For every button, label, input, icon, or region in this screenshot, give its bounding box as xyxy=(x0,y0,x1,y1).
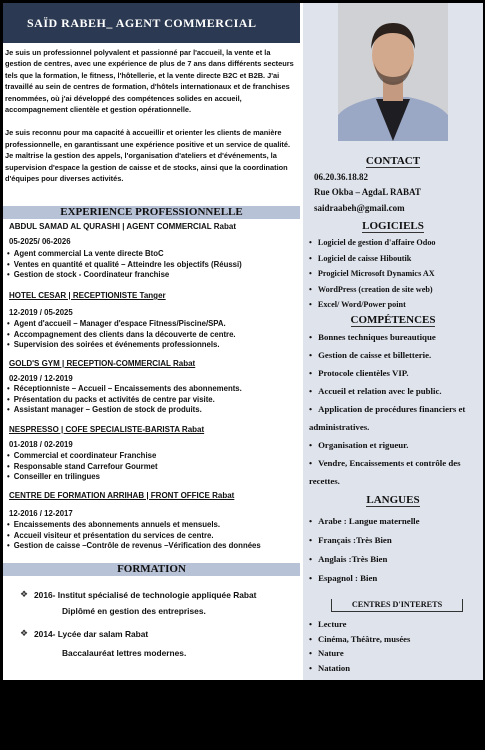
langues-list xyxy=(309,512,419,588)
name-header: SAÏD RABEH_ AGENT COMMERCIAL xyxy=(3,3,300,43)
job-dates: 01-2018 / 02-2019 xyxy=(9,440,73,449)
list-item: • Excel/ Word/Power point xyxy=(309,297,436,313)
job-title: CENTRE DE FORMATION ARRIHAB | FRONT OFFICE Rabat xyxy=(9,491,235,500)
list-item: • Bonnes techniques bureautique xyxy=(309,328,481,346)
list-item: • Natation xyxy=(309,661,410,676)
job-dates: 12-2019 / 05-2025 xyxy=(9,308,73,317)
list-item: • WordPress (creation de site web) xyxy=(309,282,436,298)
job-bullets xyxy=(7,249,242,281)
job-bullets xyxy=(7,451,158,483)
contact-address: Rue Okba – AgdaL RABAT xyxy=(314,187,421,197)
list-item: • Agent d'accueil – Manager d'espace Fitness/Piscine/SPA. xyxy=(7,319,236,330)
list-item: • Réceptionniste – Accueil – Encaissements des abonnements. xyxy=(7,384,242,395)
list-item: • Logiciel de caisse Hiboutik xyxy=(309,251,436,267)
list-item: • Responsable stand Carrefour Gourmet xyxy=(7,462,158,473)
job-title: ABDUL SAMAD AL QURASHI | AGENT COMMERCIAL Rabat xyxy=(9,222,236,231)
formation-section-title: FORMATION xyxy=(3,563,300,576)
job-title: HOTEL CESAR | RECEPTIONISTE Tanger xyxy=(9,291,166,300)
list-item: • Gestion de stock - Coordinateur franchise xyxy=(7,270,242,281)
job-dates: 05-2025/ 06-2026 xyxy=(9,237,71,246)
job-title: GOLD'S GYM | RECEPTION-COMMERCIAL Rabat xyxy=(9,359,196,368)
job-bullets xyxy=(7,384,242,416)
job-dates: 02-2019 / 12-2019 xyxy=(9,374,73,383)
list-item: • Vendre, Encaissements et contrôle des recettes. xyxy=(309,454,481,490)
diamond-bullet-icon: ❖ xyxy=(20,589,29,599)
list-item: • Gestion de caisse –Contrôle de revenus –Vérification des données xyxy=(7,541,261,552)
list-item: • Application de procédures financiers et administratives. xyxy=(309,400,481,436)
list-item: • Français :Très Bien xyxy=(309,531,419,550)
list-item: • Accompagnement des clients dans la découverte de centre. xyxy=(7,330,236,341)
langues-section-title: LANGUES xyxy=(366,494,420,506)
list-item: • Anglais :Très Bien xyxy=(309,550,419,569)
competences-section-title: COMPÉTENCES xyxy=(350,314,436,326)
right-column xyxy=(303,3,483,680)
profile-photo xyxy=(338,3,448,141)
list-item: • Commercial et coordinateur Franchise xyxy=(7,451,158,462)
list-item: • Espagnol : Bien xyxy=(309,569,419,588)
formation-item-line: 2016- Institut spécialisé de technologie appliquée Rabat xyxy=(34,590,257,600)
list-item: • Présentation du packs et activités de centre par visite. xyxy=(7,395,242,406)
person-photo-icon xyxy=(338,3,448,141)
contact-email: saidraabeh@gmail.com xyxy=(314,203,405,213)
resume-page xyxy=(3,3,483,680)
list-item: • Organisation et rigueur. xyxy=(309,436,481,454)
list-item: • Lecture xyxy=(309,617,410,632)
left-column xyxy=(3,3,300,680)
list-item: • Accueil visiteur et présentation du services de centre. xyxy=(7,531,261,542)
list-item: • Conseiller en trilingues xyxy=(7,472,158,483)
interets-section-title: CENTRES D'INTERETS xyxy=(331,599,463,612)
competences-list xyxy=(309,328,481,490)
list-item: • Logiciel de gestion d'affaire Odoo xyxy=(309,235,436,251)
list-item: • Accueil et relation avec le public. xyxy=(309,382,481,400)
formation-item-degree: Diplômé en gestion des entreprises. xyxy=(62,606,206,616)
intro-text xyxy=(5,47,297,196)
job-bullets xyxy=(7,319,236,351)
intro-paragraph-1: Je suis un professionnel polyvalent et passionné par l'accueil, la vente et la gestion de centres, avec une expérience de plus de 7 ans dans différents secteurs tels que la formation, le fitness, l'hôtellerie, et la vente directe B2C et B2B. J'ai travaillé au sein de centres de formation, d'hôtels internationaux et de franchises renommées, où j'ai développé des compétences solides en accueil, accompagnement clientèle et gestion opérationnelle. xyxy=(5,48,294,115)
list-item: • Ventes en quantité et qualité – Atteindre les objectifs (Réussi) xyxy=(7,260,242,271)
list-item: • Progiciel Microsoft Dynamics AX xyxy=(309,266,436,282)
contact-section-title: CONTACT xyxy=(365,155,421,167)
list-item: • Assistant manager – Gestion de stock de produits. xyxy=(7,405,242,416)
intro-paragraph-2: Je suis reconnu pour ma capacité à accueillir et orienter les clients de manière professionnelle, en garantissant une expérience positive et un service de qualité. Je maîtrise la gestion des appels, l'organisation d'ateliers et d'événements, la supervision d'espace la gestion de caisse et de stocks, ainsi que la coordination d'équipes pour diverses activités. xyxy=(5,128,291,184)
contact-phone: 06.20.36.18.82 xyxy=(314,172,368,182)
list-item: • Nature xyxy=(309,646,410,661)
formation-item-line: 2014- Lycée dar salam Rabat xyxy=(34,629,149,639)
list-item: • Protocole clientèles VIP. xyxy=(309,364,481,382)
list-item: • Supervision des soirées et événements professionnels. xyxy=(7,340,236,351)
job-title: NESPRESSO | COFE SPECIALISTE-BARISTA Rabat xyxy=(9,425,205,434)
experience-section-title: EXPERIENCE PROFESSIONNELLE xyxy=(3,206,300,219)
list-item: • Cinéma, Théâtre, musées xyxy=(309,632,410,647)
diamond-bullet-icon: ❖ xyxy=(20,628,29,638)
interets-list xyxy=(309,617,410,675)
list-item: • Arabe : Langue maternelle xyxy=(309,512,419,531)
list-item: • Encaissements des abonnements annuels et mensuels. xyxy=(7,520,261,531)
formation-item-degree: Baccalauréat lettres modernes. xyxy=(62,648,187,658)
logiciels-list xyxy=(309,235,436,313)
job-bullets xyxy=(7,520,261,552)
logiciels-section-title: LOGICIELS xyxy=(362,220,424,232)
job-dates: 12-2016 / 12-2017 xyxy=(9,509,73,518)
list-item: • Agent commercial La vente directe BtoC xyxy=(7,249,242,260)
list-item: • Gestion de caisse et billetterie. xyxy=(309,346,481,364)
